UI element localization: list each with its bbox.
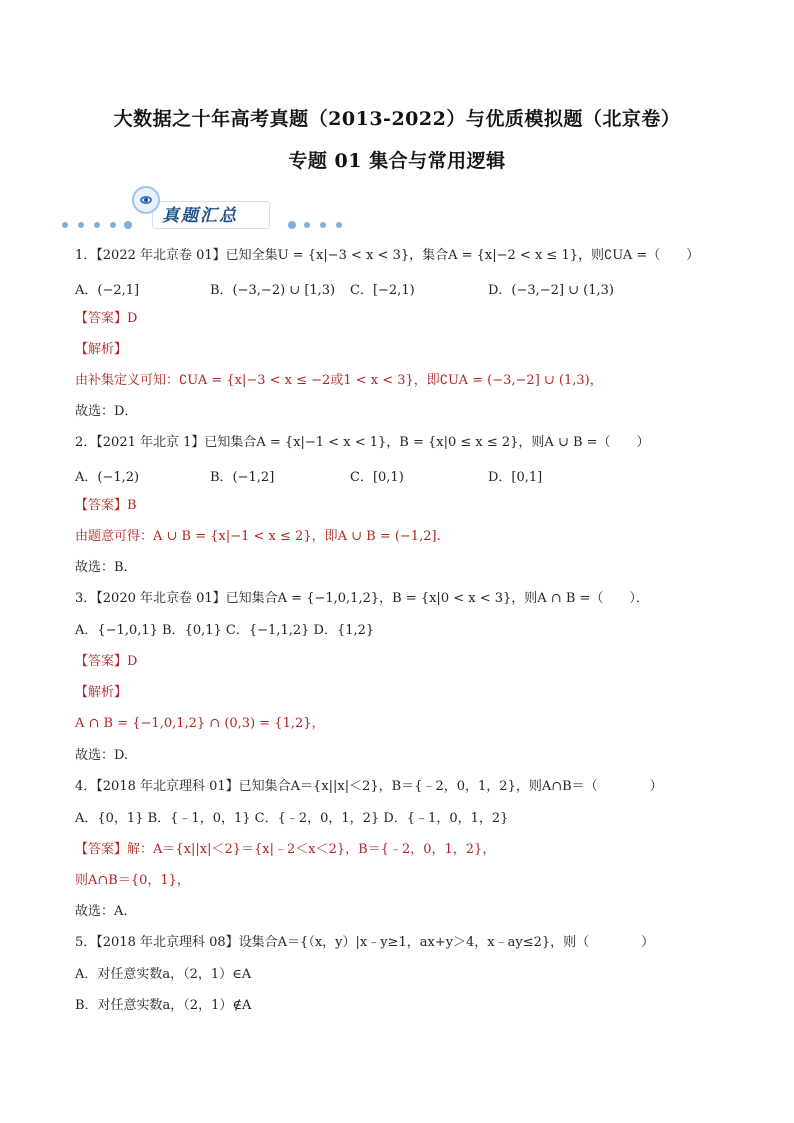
decor-dot (304, 222, 310, 228)
question-2-explanation: 由题意可得：A ∪ B = {x|−1 < x ≤ 2}，即A ∪ B = (−1,2]. (75, 529, 441, 544)
eye-icon (132, 186, 160, 214)
question-1-explanation: 由补集定义可知：∁UA = {x|−3 < x ≤ −2或1 < x < 3}，即∁UA = (−3,−2] ∪ (1,3)， (75, 373, 603, 388)
question-2-option-a: A．(−1,2) (75, 470, 140, 485)
document-title: 大数据之十年高考真题（2013-2022）与优质模拟题（北京卷） (113, 108, 681, 130)
question-1-choice: 故选：D． (75, 404, 138, 419)
question-1-option-b: B．(−3,−2) ∪ [1,3) (210, 283, 336, 298)
question-3-analysis-label: 【解析】 (75, 685, 128, 700)
question-2-answer: 【答案】B (75, 498, 137, 513)
question-2-option-c: C．[0,1) (350, 470, 404, 485)
decor-dot (336, 222, 342, 228)
question-4-stem: 4．【2018 年北京理科 01】已知集合A＝{x||x|＜2}，B＝{﹣2，0，1，2}，则A∩B＝（ ） (75, 779, 663, 794)
question-1-option-d: D．(−3,−2] ∪ (1,3) (488, 283, 615, 298)
question-2-stem: 2．【2021 年北京 1】已知集合A = {x|−1 < x < 1}，B = {x|0 ≤ x ≤ 2}，则A ∪ B =（ ） (75, 435, 650, 450)
banner-label: 真题汇总 (162, 206, 238, 226)
question-1-stem: 1．【2022 年北京卷 01】已知全集U = {x|−3 < x < 3}，集合A = {x|−2 < x ≤ 1}，则∁UA =（ ） (75, 248, 700, 263)
question-4-answer-row (75, 841, 495, 859)
question-1-analysis-label: 【解析】 (75, 342, 128, 357)
question-3-explanation: A ∩ B = {−1,0,1,2} ∩ (0,3) = {1,2}， (75, 716, 325, 731)
question-1-answer: 【答案】D (75, 311, 138, 326)
question-2-option-d: D．[0,1] (488, 470, 543, 485)
question-1-option-a: A．(−2,1] (75, 283, 140, 298)
document-subtitle: 专题 01 集合与常用逻辑 (288, 150, 506, 172)
question-3-options: A．{−1,0,1} B．{0,1} C．{−1,1,2} D．{1,2} (75, 623, 375, 638)
question-3-stem: 3．【2020 年北京卷 01】已知集合A = {−1,0,1,2}，B = {x|0 < x < 3}，则A ∩ B =（ ）． (75, 591, 649, 606)
question-3-choice: 故选：D. (75, 748, 129, 763)
decor-dot (94, 222, 100, 228)
question-5-stem: 5．【2018 年北京理科 08】设集合A＝{（x，y）|x﹣y≥1，ax+y＞4，x﹣ay≤2}，则（ ） (75, 935, 655, 950)
decor-dot (288, 221, 296, 229)
decor-dot (124, 221, 132, 229)
question-2-option-b: B．(−1,2] (210, 470, 275, 485)
question-4-answer-body: 解：A＝{x||x|＜2}＝{x|﹣2＜x＜2}，B＝{﹣2，0，1，2}， (127, 842, 496, 857)
question-1-option-c: C．[−2,1) (350, 283, 415, 298)
question-5-option-b: B．对任意实数a，（2，1）∉A (75, 998, 252, 1013)
decor-dot (78, 222, 84, 228)
question-5-option-a: A．对任意实数a，（2，1）∈A (75, 967, 252, 982)
decor-dot (110, 222, 116, 228)
question-4-explanation: 则A∩B＝{0，1}， (75, 873, 190, 888)
decor-dot (62, 222, 68, 228)
decor-dot (320, 222, 326, 228)
question-3-answer: 【答案】D (75, 654, 138, 669)
question-4-answer: 【答案】 (75, 842, 128, 857)
question-2-choice: 故选：B. (75, 560, 128, 575)
question-4-choice: 故选：A. (75, 904, 128, 919)
question-4-options: A．{0，1} B．{﹣1，0，1} C．{﹣2，0，1，2} D．{﹣1，0，1，2} (75, 811, 509, 826)
